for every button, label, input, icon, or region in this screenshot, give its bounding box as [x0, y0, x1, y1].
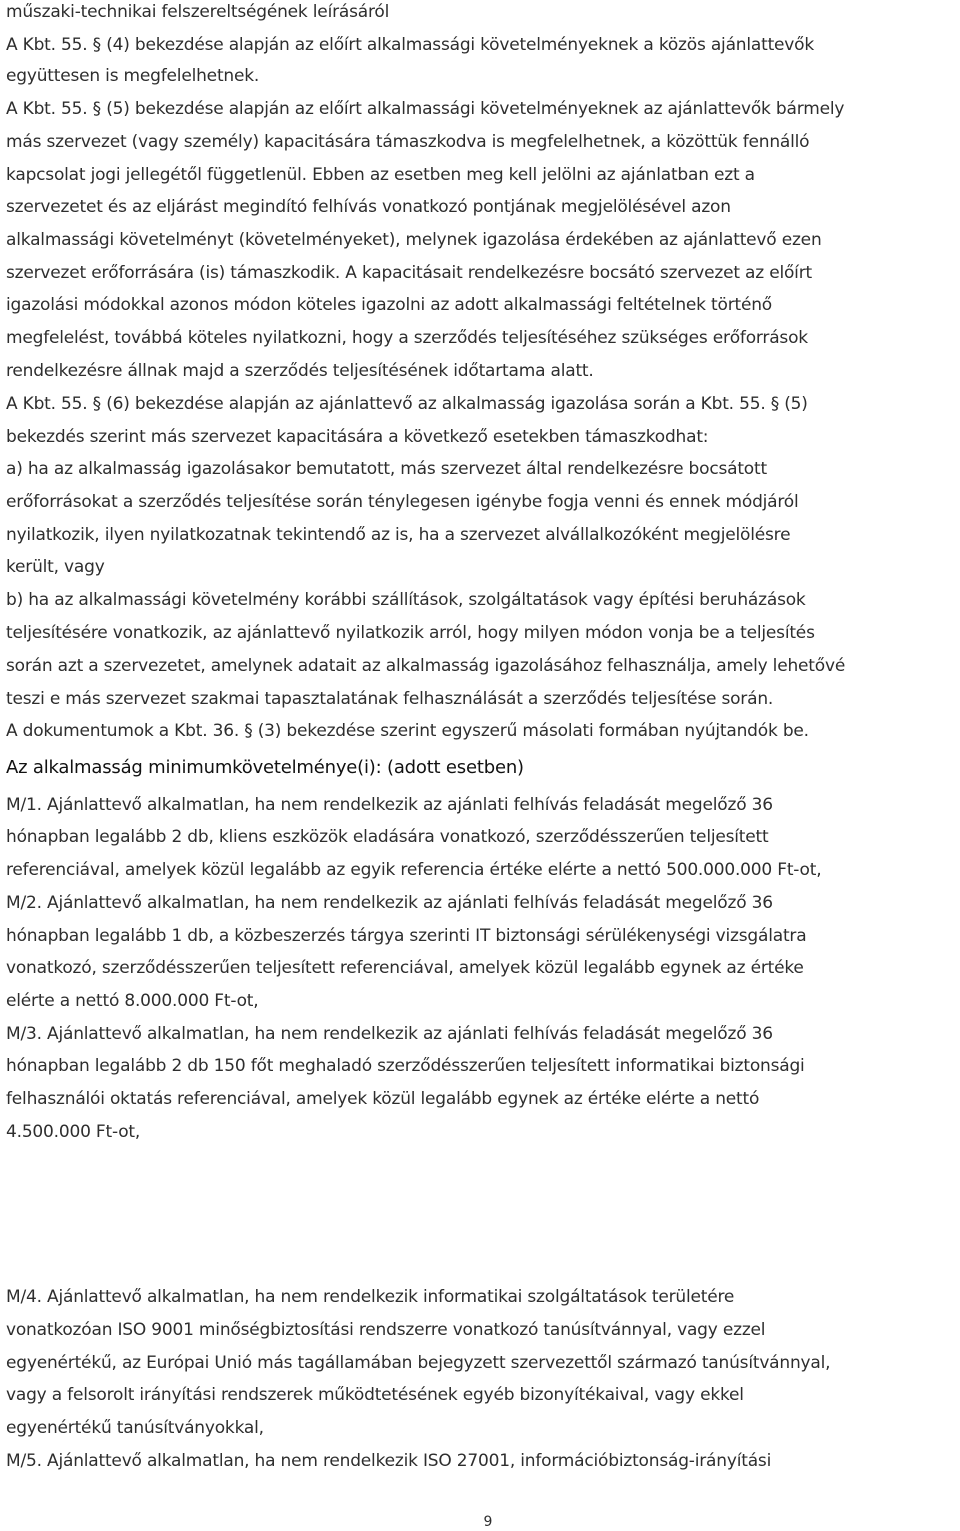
text-line: M/4. Ajánlattevő alkalmatlan, ha nem rendelkezik informatikai szolgáltatások területére — [6, 1287, 735, 1307]
text-line: hónapban legalább 2 db 150 főt meghaladó szerződésszerűen teljesített informatikai biztonsági — [6, 1056, 805, 1076]
text-line: erőforrásokat a szerződés teljesítése során ténylegesen igénybe fogja venni és ennek módjáról — [6, 492, 799, 512]
text-line: A Kbt. 55. § (4) bekezdése alapján az előírt alkalmassági követelményeknek a közös ajánlattevők — [6, 35, 815, 55]
text-line: egyenértékű tanúsítványokkal, — [6, 1418, 264, 1438]
text-line: referenciával, amelyek közül legalább az egyik referencia értéke elérte a nettó 500.000.000 Ft-ot, — [6, 860, 822, 880]
text-line: megfelelést, továbbá köteles nyilatkozni, hogy a szerződés teljesítéséhez szükséges erőforrások — [6, 328, 808, 348]
text-line: M/1. Ajánlattevő alkalmatlan, ha nem rendelkezik az ajánlati felhívás feladását megelőző 36 — [6, 795, 773, 815]
text-line: együttesen is megfelelhetnek. — [6, 66, 260, 86]
text-line: M/5. Ajánlattevő alkalmatlan, ha nem rendelkezik ISO 27001, információbiztonság-irányítási — [6, 1451, 772, 1471]
text-line: nyilatkozik, ilyen nyilatkozatnak tekintendő az is, ha a szervezet alvállalkozóként megjelölésre — [6, 525, 791, 545]
text-line: M/3. Ajánlattevő alkalmatlan, ha nem rendelkezik az ajánlati felhívás feladását megelőző 36 — [6, 1024, 773, 1044]
text-line: A Kbt. 55. § (5) bekezdése alapján az előírt alkalmassági követelményeknek az ajánlattevők bármely — [6, 99, 845, 119]
text-line: teszi e más szervezet szakmai tapasztalatának felhasználását a szerződés teljesítése során. — [6, 689, 774, 709]
text-line: egyenértékű, az Európai Unió más tagállamában bejegyzett szervezettől származó tanúsítvánnyal, — [6, 1353, 831, 1373]
text-line: M/2. Ajánlattevő alkalmatlan, ha nem rendelkezik az ajánlati felhívás feladását megelőző 36 — [6, 893, 773, 913]
section-heading: Az alkalmasság minimumkövetelménye(i): (adott esetben) — [6, 757, 524, 778]
text-line: 4.500.000 Ft-ot, — [6, 1122, 141, 1142]
text-line: szervezet erőforrására (is) támaszkodik. A kapacitásait rendelkezésre bocsátó szervezet az előírt — [6, 263, 812, 283]
text-line: a) ha az alkalmasság igazolásakor bemutatott, más szervezet által rendelkezésre bocsátott — [6, 459, 767, 479]
text-line: felhasználói oktatás referenciával, amelyek közül legalább egynek az értéke elérte a nettó — [6, 1089, 760, 1109]
text-line: A Kbt. 55. § (6) bekezdése alapján az ajánlattevő az alkalmasság igazolása során a Kbt. 55. § (5) — [6, 394, 808, 414]
text-line: A dokumentumok a Kbt. 36. § (3) bekezdése szerint egyszerű másolati formában nyújtandók be. — [6, 721, 809, 741]
text-line: kapcsolat jogi jellegétől függetlenül. Ebben az esetben meg kell jelölni az ajánlatban ezt a — [6, 165, 755, 185]
text-line: vonatkozó, szerződésszerűen teljesített referenciával, amelyek közül legalább egynek az értéke — [6, 958, 804, 978]
text-line: más szervezet (vagy személy) kapacitására támaszkodva is megfelelhetnek, a közöttük fennálló — [6, 132, 810, 152]
text-line: hónapban legalább 1 db, a közbeszerzés tárgya szerinti IT biztonsági sérülékenységi vizsgálatra — [6, 926, 807, 946]
page-number: 9 — [483, 1514, 493, 1530]
text-line: elérte a nettó 8.000.000 Ft-ot, — [6, 991, 259, 1011]
text-line: b) ha az alkalmassági követelmény korábbi szállítások, szolgáltatások vagy építési beruházások — [6, 590, 806, 610]
text-line: alkalmassági követelményt (követelményeket), melynek igazolása érdekében az ajánlattevő ezen — [6, 230, 822, 250]
text-line: vonatkozóan ISO 9001 minőségbiztosítási rendszerre vonatkozó tanúsítvánnyal, vagy ezzel — [6, 1320, 766, 1340]
text-line: szervezetet és az eljárást megindító felhívás vonatkozó pontjának megjelölésével azon — [6, 197, 731, 217]
text-line: rendelkezésre állnak majd a szerződés teljesítésének időtartama alatt. — [6, 361, 594, 381]
text-line: teljesítésére vonatkozik, az ajánlattevő nyilatkozik arról, hogy milyen módon vonja be a teljesítés — [6, 623, 815, 643]
text-line: került, vagy — [6, 557, 105, 577]
text-line: hónapban legalább 2 db, kliens eszközök eladására vonatkozó, szerződésszerűen teljesített — [6, 827, 769, 847]
text-line: műszaki-technikai felszereltségének leírásáról — [6, 2, 390, 22]
text-line: során azt a szervezetet, amelynek adatait az alkalmasság igazolásához felhasználja, amely lehetővé — [6, 656, 846, 676]
text-line: vagy a felsorolt irányítási rendszerek működtetésének egyéb bizonyítékaival, vagy ekkel — [6, 1385, 744, 1405]
text-line: bekezdés szerint más szervezet kapacitására a következő esetekben támaszkodhat: — [6, 427, 709, 447]
text-line: igazolási módokkal azonos módon köteles igazolni az adott alkalmassági feltételnek történő — [6, 295, 772, 315]
